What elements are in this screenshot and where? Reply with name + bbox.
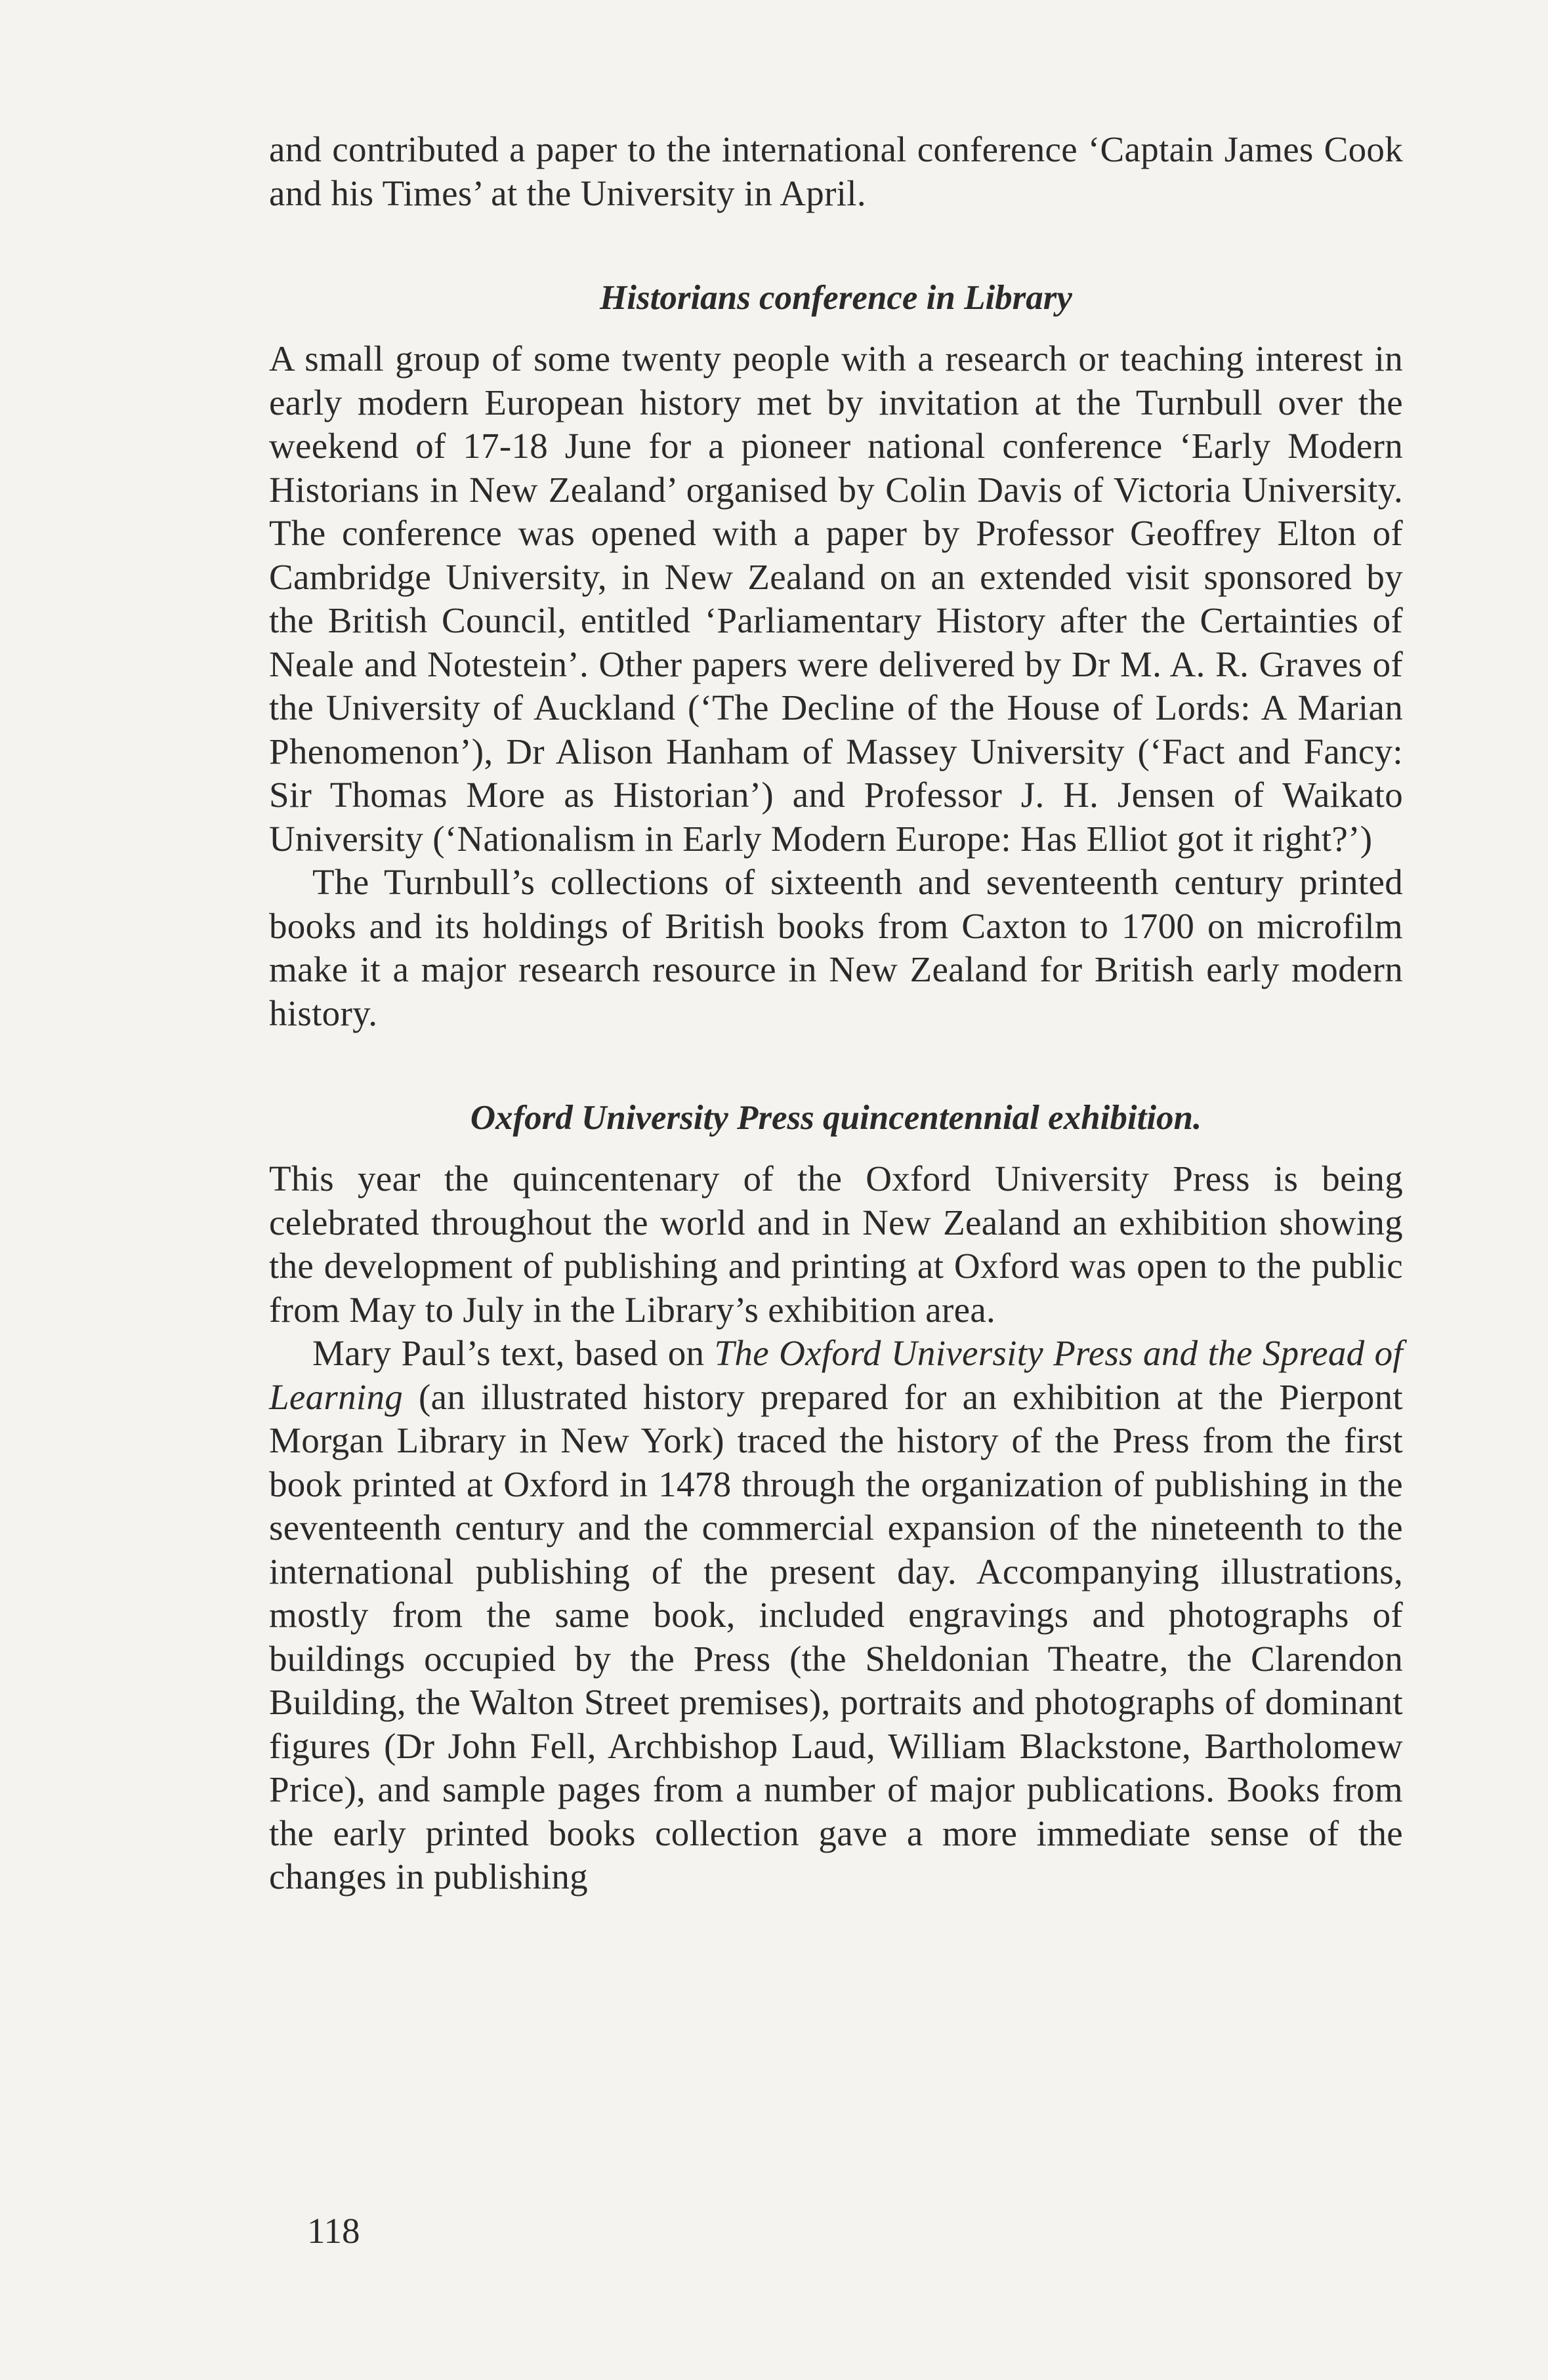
mary-paul-text-paragraph	[269, 1332, 1403, 1899]
book-title: The Oxford University Press and the Spread of Learning	[269, 1333, 1403, 1417]
oxford-exhibition-paragraph: This year the quincentenary of the Oxford University Press is being celebrated throughout the world and in New Zealand an exhibition showing the development of publishing and printing at Oxford was open to the public from May to July in the Library’s exhibition area.	[269, 1159, 1403, 1330]
continuation-paragraph: and contributed a paper to the international conference ‘Captain James Cook and his Times’ at the University in April.	[269, 129, 1403, 213]
paragraph-rest: (an illustrated history prepared for an exhibition at the Pierpont Morgan Library in New York) traced the history of the Press from the first book printed at Oxford in 1478 through the organization of publishing in the seventeenth century and the commercial expansion of the nineteenth to the international publishing of the present day. Accompanying illustrations, mostly from the same book, included engravings and photographs of buildings occupied by the Press (the Sheldonian Theatre, the Clarendon Building, the Walton Street premises), portraits and photographs of dominant figures (Dr John Fell, Archbishop Laud, William Blackstone, Bartholomew Price), and sample pages from a number of major publications. Books from the early printed books collection gave a more immediate sense of the changes in publishing	[269, 1376, 1403, 1897]
page-number: 118	[307, 2211, 360, 2251]
historians-conference-paragraph: A small group of some twenty people with a research or teaching interest in early modern European history met by invitation at the Turnbull over the weekend of 17-18 June for a pioneer national conference ‘Early Modern Historians in New Zealand’ organised by Colin Davis of Victoria University. The conference was opened with a paper by Professor Geoffrey Elton of Cambridge University, in New Zealand on an extended visit sponsored by the British Council, entitled ‘Parliamentary History after the Certainties of Neale and Notestein’. Other papers were delivered by Dr M. A. R. Graves of the University of Auckland (‘The Decline of the House of Lords: A Marian Phenomenon’), Dr Alison Hanham of Massey University (‘Fact and Fancy: Sir Thomas More as Historian’) and Professor J. H. Jensen of Waikato University (‘Nationalism in Early Modern Europe: Has Elliot got it right?’)	[269, 339, 1403, 859]
paragraph-lead: Mary Paul’s text, based on	[312, 1333, 715, 1373]
turnbull-collections-paragraph: The Turnbull’s collections of sixteenth and seventeenth century printed books and its holdings of British books from Caxton to 1700 on microfilm make it a major research resource in New Zealand for British early modern history.	[269, 862, 1403, 1033]
section-heading-historians-conference: Historians conference in Library	[600, 279, 1072, 317]
page-body	[269, 128, 1403, 1899]
section-heading-oxford-exhibition: Oxford University Press quincentennial exhibition.	[470, 1099, 1202, 1137]
